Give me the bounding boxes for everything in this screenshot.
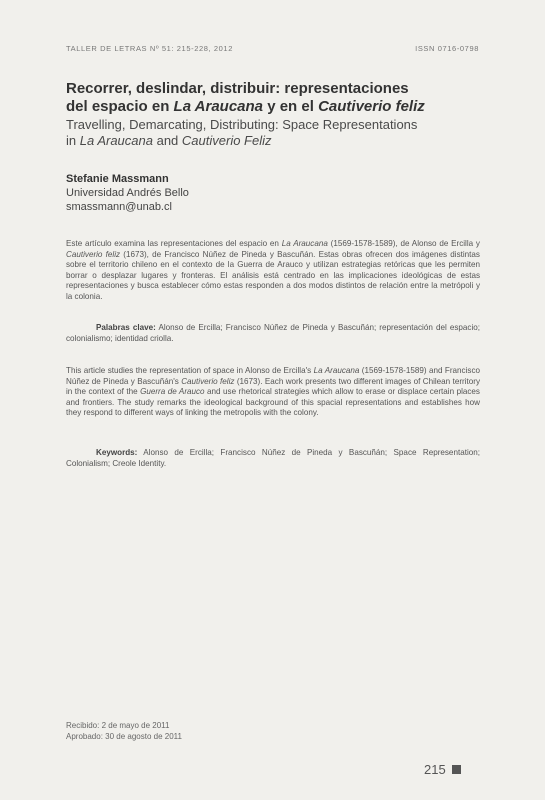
square-marker-icon — [452, 765, 461, 774]
author-affiliation: Universidad Andrés Bello — [66, 187, 189, 199]
page-number: 215 — [424, 762, 461, 777]
keywords-spanish: Palabras clave: Alonso de Ercilla; Francisco Núñez de Pineda y Bascuñán; representación del espacio; colonialismo; identidad criolla. — [66, 323, 480, 343]
abstract-spanish: Este artículo examina las representaciones del espacio en La Araucana (1569-1578-1589), de Alonso de Ercilla y Cautiverio feliz (1673), de Francisco Núñez de Pineda y Bascuñán. Estas obras ofrecen dos imágenes distintas sobre el territorio chileno en el contexto de la Guerra de Arauco y utilizan estrategias retóricas que les permiten borrar o desplazar lugares y fronteras. El análisis está centrado en las implicaciones ideológicas de estas representaciones y busca establecer cómo estas responden a dos modos distintos de relación entre la metrópoli y la colonia. — [66, 239, 480, 301]
title-english: Travelling, Demarcating, Distributing: Space Representations in La Araucana and Cautiverio Feliz — [66, 117, 418, 148]
journal-citation: TALLER DE LETRAS Nº 51: 215-228, 2012 — [66, 44, 233, 53]
author-name: Stefanie Massmann — [66, 173, 169, 185]
received-date: Recibido: 2 de mayo de 2011 — [66, 721, 170, 730]
running-header — [66, 44, 479, 53]
keywords-label: Palabras clave: — [96, 323, 156, 332]
author-email[interactable]: smassmann@unab.cl — [66, 201, 172, 213]
abstract-english: This article studies the representation of space in Alonso de Ercilla's La Araucana (1569-1578-1589) and Francisco Núñez de Pineda y Bascuñán's Cautiverio feliz (1673). Each work presents two different images of Chilean territory in the context of the Guerra de Arauco and use rhetorical strategies which allow to erase or displace certain places and frontiers. The study remarks the ideological background of this spacial representations and establishes how they respond to different ways of linking the metropolis with the colony. — [66, 366, 480, 418]
title-block — [66, 80, 486, 149]
keywords-label: Keywords: — [96, 448, 138, 457]
approved-date: Aprobado: 30 de agosto de 2011 — [66, 732, 182, 741]
submission-dates — [66, 720, 182, 742]
issn: ISSN 0716-0798 — [415, 44, 479, 53]
title-spanish: Recorrer, deslindar, distribuir: representaciones del espacio en La Araucana y en el Cautiverio feliz — [66, 80, 425, 115]
author-block — [66, 172, 366, 214]
keywords-english: Keywords: Alonso de Ercilla; Francisco Núñez de Pineda y Bascuñán; Space Representation; Colonialism; Creole Identity. — [66, 448, 480, 468]
